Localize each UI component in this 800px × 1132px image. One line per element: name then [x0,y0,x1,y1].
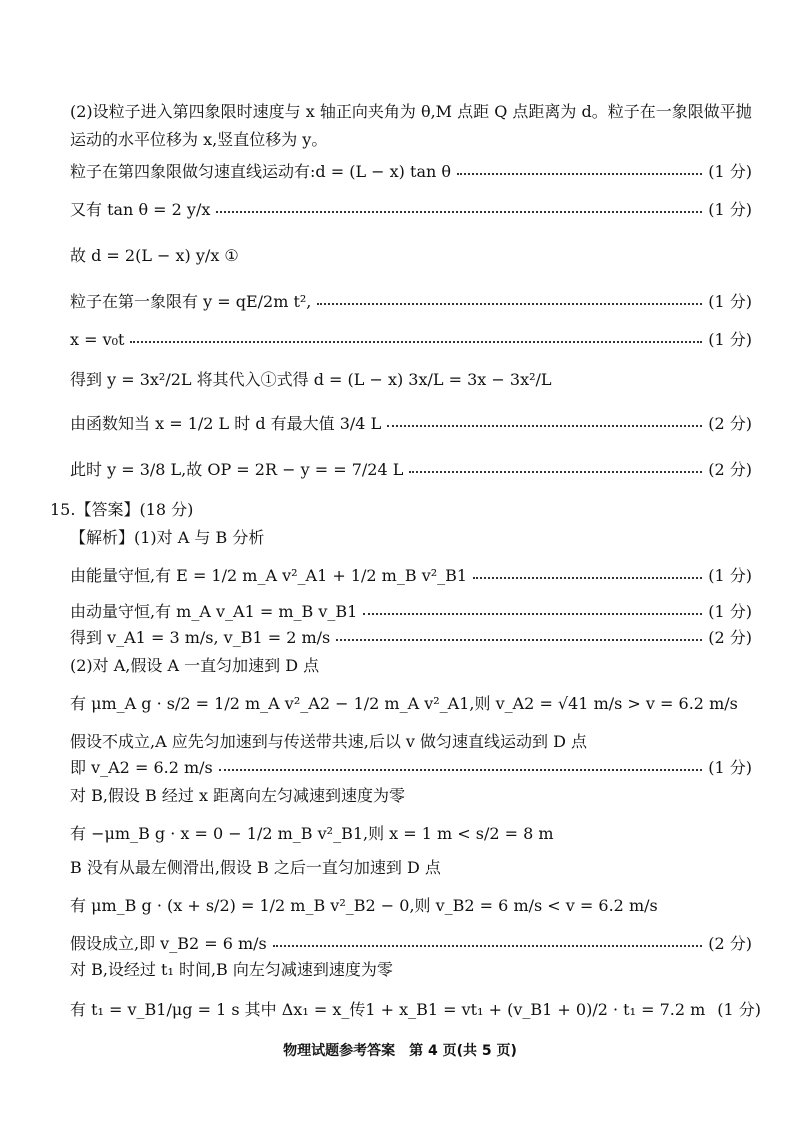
line-text: 【解析】(1)对 A 与 B 分析 [70,528,265,547]
leader-dots [336,639,702,641]
scored-line [70,292,752,312]
line-text: 粒子在第一象限有 y = qE/2m t², [70,292,312,311]
leader-dots [219,769,702,771]
line-text: 有 −μm_B g · x = 0 − 1/2 m_B v²_B1,则 x = 1 m < s/2 = 8 m [70,824,554,843]
score-label: (1 分) [708,330,752,349]
score-label: (1 分) [708,758,752,777]
scored-line [70,934,752,954]
line-text: 又有 tan θ = 2 y/x [70,200,211,219]
leader-dots [216,211,702,213]
text-line [70,694,752,714]
leader-dots [273,945,702,947]
line-text: 有 t₁ = v_B1/μg = 1 s 其中 Δx₁ = x_传1 + x_B1 = vt₁ + (v_B1 + 0)/2 · t₁ = 7.2 m [70,1000,706,1019]
score-label: (1 分) [717,1000,762,1019]
line-text: 由函数知当 x = 1/2 L 时 d 有最大值 3/4 L [70,414,382,433]
score-label: (2 分) [708,414,752,433]
line-text: 得到 y = 3x²/2L 将其代入①式得 d = (L − x) 3x/L = 3x − 3x²/L [70,370,552,389]
line-text: x = v₀t [70,330,125,349]
line-text: 对 B,假设 B 经过 x 距离向左匀减速到速度为零 [70,786,406,805]
score-label: (1 分) [708,602,752,621]
scored-line [70,330,752,350]
line-text: 15.【答案】(18 分) [50,500,194,519]
score-label: (1 分) [708,162,752,181]
score-label: (2 分) [708,460,752,479]
text-line [70,656,752,676]
leader-dots [317,303,702,305]
score-label: (1 分) [708,200,752,219]
scored-line [70,414,752,434]
text-line [70,786,752,806]
line-text: 由动量守恒,有 m_A v_A1 = m_B v_B1 [70,602,358,621]
line-text: 得到 v_A1 = 3 m/s, v_B1 = 2 m/s [70,628,331,647]
line-text: 故 d = 2(L − x) y/x ① [70,246,239,265]
line-text: 假设不成立,A 应先匀加速到与传送带共速,后以 v 做匀速直线运动到 D 点 [70,732,588,751]
line-text: (2)设粒子进入第四象限时速度与 x 轴正向夹角为 θ,M 点距 Q 点距离为 d。粒子在一象限做平抛 [70,102,752,121]
line-text: 有 μm_B g · (x + s/2) = 1/2 m_B v²_B2 − 0,则 v_B2 = 6 m/s < v = 6.2 m/s [70,896,658,915]
question-heading [50,500,752,520]
line-text: 有 μm_A g · s/2 = 1/2 m_A v²_A2 − 1/2 m_A v²_A1,则 v_A2 = √41 m/s > v = 6.2 m/s [70,694,738,713]
line-text: 运动的水平位移为 x,竖直位移为 y。 [70,130,328,149]
line-text: 此时 y = 3/8 L,故 OP = 2R − y = = 7/24 L [70,460,404,479]
line-text: 由能量守恒,有 E = 1/2 m_A v²_A1 + 1/2 m_B v²_B1 [70,566,468,585]
text-line [70,858,752,878]
page-footer: 物理试题参考答案 第 4 页(共 5 页) [283,1043,517,1059]
text-line [70,732,752,752]
scored-line [70,566,752,586]
text-line [70,824,752,844]
text-line [70,130,752,150]
score-label: (2 分) [708,628,752,647]
score-label: (1 分) [708,566,752,585]
leader-dots [387,425,702,427]
leader-dots [363,613,702,615]
scored-line [70,162,752,182]
text-line [70,102,752,122]
score-label: (2 分) [708,934,752,953]
line-text: 即 v_A2 = 6.2 m/s [70,758,213,777]
text-line [70,960,752,980]
scored-line [70,758,752,778]
scored-line [70,200,752,220]
line-text: 假设成立,即 v_B2 = 6 m/s [70,934,267,953]
line-text: 粒子在第四象限做匀速直线运动有:d = (L − x) tan θ [70,162,452,181]
leader-dots [473,577,702,579]
text-line [70,370,752,390]
leader-dots [457,173,702,175]
leader-dots [409,471,702,473]
scored-line [70,628,752,648]
text-line [70,528,752,548]
leader-dots [130,341,702,343]
scored-line [70,460,752,480]
line-text: B 没有从最左侧滑出,假设 B 之后一直匀加速到 D 点 [70,858,441,877]
line-text: (2)对 A,假设 A 一直匀加速到 D 点 [70,656,320,675]
scored-line [70,1000,762,1020]
scored-line [70,602,752,622]
line-text: 对 B,设经过 t₁ 时间,B 向左匀减速到速度为零 [70,960,393,979]
text-line [70,246,752,266]
text-line [70,896,752,916]
score-label: (1 分) [708,292,752,311]
